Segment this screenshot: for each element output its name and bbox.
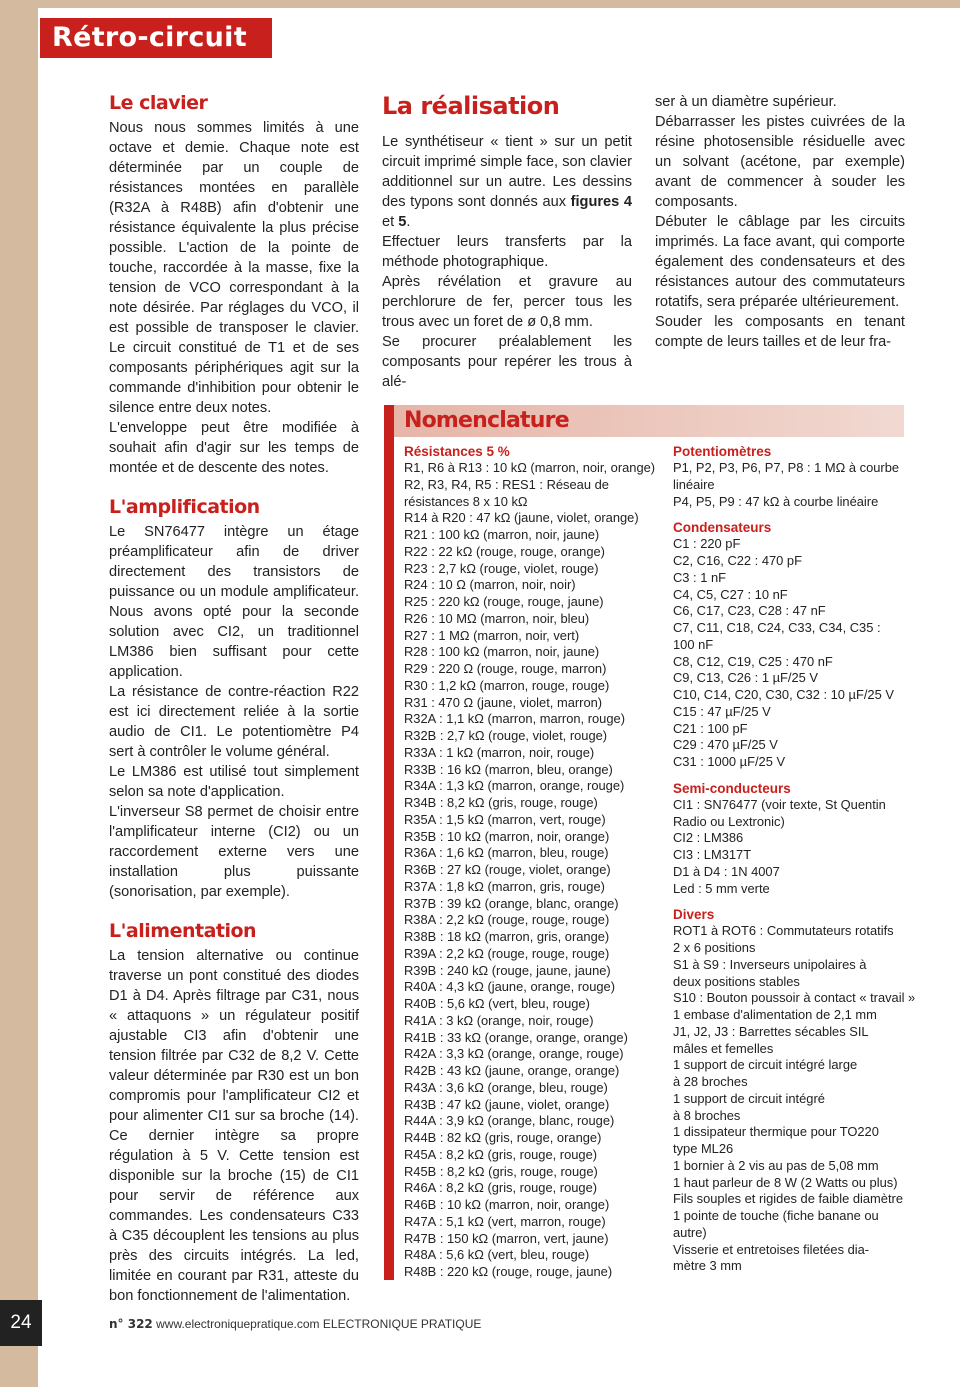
divers-item: ROT1 à ROT6 : Commutateurs rotatifs xyxy=(673,923,894,939)
resistance-item: R33B : 16 kΩ (marron, bleu, orange) xyxy=(404,761,613,777)
resistance-item: R40B : 5,6 kΩ (vert, bleu, rouge) xyxy=(404,996,590,1011)
potentiometres-heading: Potentiomètres xyxy=(673,444,772,459)
resistance-item: R44A : 3,9 kΩ (orange, blanc, rouge) xyxy=(404,1113,615,1129)
resistance-item: R39B : 240 kΩ (rouge, jaune, jaune) xyxy=(404,962,611,978)
semi-conducteurs-heading: Semi-conducteurs xyxy=(673,780,791,796)
resistance-item: R22 : 22 kΩ (rouge, rouge, orange) xyxy=(404,543,605,559)
amplification-paragraph-3: Le LM386 est utilisé tout simplement selon sa note d'application. xyxy=(109,764,359,800)
section-tag: Rétro-circuit xyxy=(40,18,272,58)
resistance-item: R36A : 1,6 kΩ (marron, bleu, rouge) xyxy=(404,845,609,861)
divers-item: 1 haut parleur de 8 W (2 Watts ou plus) xyxy=(673,1174,898,1190)
alimentation-paragraph: La tension alternative ou continue traverse un pont constitué des diodes D1 à D4. Après filtrage par C31, nous « attaquons » un régulateur positif ajustable CI3 afin d'obtenir une tension filtrée par C32 de 8,2 V. Cette valeur déterminée par R30 est un bon compromis pour l'amplificateur CI2 et pour alimenter CI1 sur sa broche (14). Ce dernier intègre sa propre régulation à 5 V. Cette tension est disponible sur la broche (15) de CI1 pour servir de référence aux commandes. Les condensateurs C33 à C35 découplent les tensions au plus près des circuits intégrés. La led, limitée en courant par R31, atteste du bon fonctionnement de l'alimentation. xyxy=(109,948,359,1304)
resistance-item: R38A : 2,2 kΩ (rouge, rouge, rouge) xyxy=(404,912,610,928)
divers-item: 1 pointe de touche (fiche banane ou xyxy=(673,1208,879,1223)
soldering-paragraph: Souder les composants en tenant compte de leurs tailles et de leur fra- xyxy=(655,314,905,350)
magazine-name: ELECTRONIQUE PRATIQUE xyxy=(322,1317,482,1331)
resistance-item: R43B : 47 kΩ (jaune, violet, orange) xyxy=(404,1096,610,1112)
divers-item: S1 à S9 : Inverseurs unipolaires à xyxy=(673,956,867,972)
realisation-paragraph-3: Après révélation et gravure au perchlorure de fer, percer tous les trous avec un foret de ø 0,8 mm. xyxy=(382,274,632,330)
wiring-paragraph: Débuter le câblage par les circuits imprimés. La face avant, qui comporte également des condensateurs et des résistances autour des commutateurs rotatifs, sera préparée ultérieurement. xyxy=(655,214,905,310)
resistance-item: R28 : 100 kΩ (marron, noir, jaune) xyxy=(404,644,600,660)
resistance-item: R35A : 1,5 kΩ (marron, vert, rouge) xyxy=(404,811,606,827)
nomenclature-column-right xyxy=(673,443,916,1275)
resistances-list xyxy=(404,460,660,1281)
resistance-item: R41A : 3 kΩ (orange, noir, rouge) xyxy=(404,1012,594,1028)
semi-conducteur-item: Radio ou Lextronic) xyxy=(673,813,785,829)
divers-item: 1 support de circuit intégré xyxy=(673,1090,825,1106)
nomenclature-box xyxy=(384,405,916,1285)
condensateurs-heading: Condensateurs xyxy=(673,520,772,536)
amplification-paragraph: Le SN76477 intègre un étage préamplificateur afin de driver directement des transistors de puissance ou un module amplificateur. Nous avons opté pour la seconde solution avec CI2, un traditionnel LM386 bien suffisant pour cette application. xyxy=(109,524,359,680)
footer-line xyxy=(109,1317,481,1331)
condensateur-item: C2, C16, C22 : 470 pF xyxy=(673,553,802,568)
alimentation-heading: L'alimentation xyxy=(109,920,257,942)
semi-conducteur-item: Led : 5 mm verte xyxy=(673,880,770,896)
potentiometre-item: P4, P5, P9 : 47 kΩ à courbe linéaire xyxy=(673,493,879,509)
condensateur-item: C7, C11, C18, C24, C33, C34, C35 : xyxy=(673,620,881,635)
clavier-paragraph: Nous nous sommes limités à une octave et demie. Chaque note est déterminée par un couple de résistances montées en parallèle (R32A à R48B) afin d'obtenir une résistance équivalente la plus précise possible. L'action de la pointe de touche, raccordée à la masse, fixe la tension de VCO correspondant à la note désirée. Par réglages du VCO, il est possible de transposer le clavier. Le circuit constitué de T1 et de ses composants périphériques agit sur la commande d'inhibition pour obtenir le silence entre deux notes. xyxy=(109,120,359,416)
resistance-item: R39A : 2,2 kΩ (rouge, rouge, rouge) xyxy=(404,945,610,961)
condensateur-item: C9, C13, C26 : 1 µF/25 V xyxy=(673,670,818,686)
resistance-item: R41B : 33 kΩ (orange, orange, orange) xyxy=(404,1029,628,1045)
semi-conducteur-item: D1 à D4 : 1N 4007 xyxy=(673,863,780,879)
divers-item: type ML26 xyxy=(673,1141,734,1156)
condensateur-item: C6, C17, C23, C28 : 47 nF xyxy=(673,603,826,619)
resistance-item: R34B : 8,2 kΩ (gris, rouge, rouge) xyxy=(404,795,598,810)
divers-item: deux positions stables xyxy=(673,973,800,989)
resistance-item: R40A : 4,3 kΩ (jaune, orange, rouge) xyxy=(404,979,616,995)
resistance-item: R44B : 82 kΩ (gris, rouge, orange) xyxy=(404,1130,602,1145)
divers-item: mâles et femelles xyxy=(673,1040,774,1056)
divers-item: à 28 broches xyxy=(673,1074,748,1089)
semi-conducteur-item: CI1 : SN76477 (voir texte, St Quentin xyxy=(673,796,886,812)
clavier-heading: Le clavier xyxy=(109,92,208,114)
semi-conducteurs-list xyxy=(673,797,905,898)
resistance-item: R37A : 1,8 kΩ (marron, gris, rouge) xyxy=(404,878,605,894)
resistance-item: R2, R3, R4, R5 : RES1 : Réseau de xyxy=(404,476,609,492)
footer-url[interactable]: www.electroniquepratique.com xyxy=(156,1317,320,1331)
cleaning-paragraph: Débarrasser les pistes cuivrées de la résine photosensible résiduelle avec un solvant (acétone, par exemple) avant de commencer à souder les composants. xyxy=(655,114,905,210)
page-side-strip xyxy=(0,0,38,1387)
divers-list xyxy=(673,923,916,1275)
amplification-paragraph-2: La résistance de contre-réaction R22 est ici directement reliée à la sortie audio de CI1. Le potentiomètre P4 sert à contrôler le volume général. xyxy=(109,684,359,760)
resistance-item: R32A : 1,1 kΩ (marron, marron, rouge) xyxy=(404,711,625,727)
resistance-item: R29 : 220 Ω (rouge, rouge, marron) xyxy=(404,661,607,676)
column-1 xyxy=(109,92,359,1306)
resistance-item: R46B : 10 kΩ (marron, noir, orange) xyxy=(404,1197,610,1212)
column-2 xyxy=(382,92,632,392)
resistance-item: R33A : 1 kΩ (marron, noir, rouge) xyxy=(404,744,595,760)
resistance-item: R48A : 5,6 kΩ (vert, bleu, rouge) xyxy=(404,1247,590,1263)
condensateur-item: C31 : 1000 µF/25 V xyxy=(673,754,786,769)
condensateur-item: C1 : 220 pF xyxy=(673,536,741,552)
divers-item: à 8 broches xyxy=(673,1107,741,1123)
divers-item: Visserie et entretoises filetées dia- xyxy=(673,1241,870,1257)
divers-heading: Divers xyxy=(673,907,715,923)
resistances-heading: Résistances 5 % xyxy=(404,444,510,459)
semi-conducteur-item: CI2 : LM386 xyxy=(673,830,744,846)
resistance-item: R46A : 8,2 kΩ (gris, rouge, rouge) xyxy=(404,1180,598,1196)
resistance-item: R43A : 3,6 kΩ (orange, bleu, rouge) xyxy=(404,1079,608,1095)
condensateur-item: C8, C12, C19, C25 : 470 nF xyxy=(673,653,833,669)
nomenclature-title: Nomenclature xyxy=(404,408,569,433)
resistance-item: R23 : 2,7 kΩ (rouge, violet, rouge) xyxy=(404,560,599,576)
resistance-item: R38B : 18 kΩ (marron, gris, orange) xyxy=(404,929,610,944)
issue-number: n° 322 xyxy=(109,1317,153,1331)
realisation-paragraph xyxy=(382,132,632,232)
amplification-paragraph-4: L'inverseur S8 permet de choisir entre l'amplificateur interne (CI2) ou un raccordement externe vers une installation plus puissante (sonorisation, par exemple). xyxy=(109,804,359,900)
divers-item: 1 dissipateur thermique pour TO220 xyxy=(673,1124,879,1140)
resistance-item: R21 : 100 kΩ (marron, noir, jaune) xyxy=(404,527,600,542)
potentiometre-item: linéaire xyxy=(673,476,715,492)
resistance-item: R42B : 43 kΩ (jaune, orange, orange) xyxy=(404,1063,620,1078)
condensateurs-list xyxy=(673,536,905,771)
realisation-text: Le synthétiseur « tient » sur un petit circuit imprimé simple face, son clavier additionnel sur un autre. Les dessins des typons sont donnés aux xyxy=(382,134,632,210)
divers-item: 2 x 6 positions xyxy=(673,940,756,955)
resistance-item: R26 : 10 MΩ (marron, noir, bleu) xyxy=(404,610,590,626)
resistance-item: R45A : 8,2 kΩ (gris, rouge, rouge) xyxy=(404,1146,598,1162)
condensateur-item: C10, C14, C20, C30, C32 : 10 µF/25 V xyxy=(673,687,894,702)
resistance-item: résistances 8 x 10 kΩ xyxy=(404,493,528,509)
resistance-item: R31 : 470 Ω (jaune, violet, marron) xyxy=(404,694,603,710)
divers-item: 1 embase d'alimentation de 2,1 mm xyxy=(673,1007,877,1022)
condensateur-item: C3 : 1 nF xyxy=(673,569,727,585)
resistance-item: R25 : 220 kΩ (rouge, rouge, jaune) xyxy=(404,594,604,609)
nomenclature-column-left xyxy=(404,443,660,1281)
nomenclature-title-bar xyxy=(394,405,904,437)
resistance-item: R37B : 39 kΩ (orange, blanc, orange) xyxy=(404,895,619,911)
amplification-heading: L'amplification xyxy=(109,496,260,518)
potentiometres-list xyxy=(673,460,905,510)
potentiometre-item: P1, P2, P3, P6, P7, P8 : 1 MΩ à courbe xyxy=(673,460,900,475)
resistance-item: R48B : 220 kΩ (rouge, rouge, jaune) xyxy=(404,1264,613,1279)
condensateur-item: C29 : 470 µF/25 V xyxy=(673,737,778,753)
realisation-heading: La réalisation xyxy=(382,92,560,120)
page-top-band xyxy=(38,0,960,8)
resistance-item: R1, R6 à R13 : 10 kΩ (marron, noir, orange) xyxy=(404,460,656,475)
resistance-item: R34A : 1,3 kΩ (marron, orange, rouge) xyxy=(404,778,625,794)
resistance-item: R42A : 3,3 kΩ (orange, orange, rouge) xyxy=(404,1046,624,1062)
figure-ref-2: 5 xyxy=(398,214,407,230)
divers-item: J1, J2, J3 : Barrettes sécables SIL xyxy=(673,1023,869,1039)
realisation-connector: et xyxy=(382,214,399,230)
condensateur-item: 100 nF xyxy=(673,636,714,652)
resistance-item: R36B : 27 kΩ (rouge, violet, orange) xyxy=(404,862,611,877)
resistance-item: R35B : 10 kΩ (marron, noir, orange) xyxy=(404,828,610,844)
resistance-item: R14 à R20 : 47 kΩ (jaune, violet, orange) xyxy=(404,510,639,526)
divers-item: autre) xyxy=(673,1224,707,1240)
clavier-paragraph-2: L'enveloppe peut être modifiée à souhait afin d'agir sur les temps de montée et de descente des notes. xyxy=(109,420,359,476)
resistance-item: R45B : 8,2 kΩ (gris, rouge, rouge) xyxy=(404,1163,598,1179)
divers-item: 1 support de circuit intégré large xyxy=(673,1057,858,1073)
realisation-paragraph-4: Se procurer préalablement les composants pour repérer les trous à alé- xyxy=(382,334,632,390)
condensateur-item: C4, C5, C27 : 10 nF xyxy=(673,586,788,602)
condensateur-item: C21 : 100 pF xyxy=(673,720,748,736)
condensateur-item: C15 : 47 µF/25 V xyxy=(673,703,771,719)
divers-item: mètre 3 mm xyxy=(673,1258,742,1274)
realisation-period: . xyxy=(406,214,411,230)
divers-item: S10 : Bouton poussoir à contact « travail » xyxy=(673,990,916,1006)
semi-conducteur-item: CI3 : LM317T xyxy=(673,847,752,862)
resistance-item: R30 : 1,2 kΩ (marron, rouge, rouge) xyxy=(404,677,610,693)
figure-ref: figures 4 xyxy=(570,194,632,210)
resistance-item: R32B : 2,7 kΩ (rouge, violet, rouge) xyxy=(404,728,608,743)
nomenclature-accent-bar xyxy=(384,405,394,1280)
divers-item: Fils souples et rigides de faible diamètre xyxy=(673,1191,903,1207)
continuation-paragraph: ser à un diamètre supérieur. xyxy=(655,94,837,110)
resistance-item: R27 : 1 MΩ (marron, noir, vert) xyxy=(404,627,580,643)
realisation-paragraph-2: Effectuer leurs transferts par la méthode photographique. xyxy=(382,234,632,270)
resistance-item: R47A : 5,1 kΩ (vert, marron, rouge) xyxy=(404,1213,606,1229)
page-number: 24 xyxy=(0,1300,42,1346)
resistance-item: R47B : 150 kΩ (marron, vert, jaune) xyxy=(404,1230,609,1246)
column-3 xyxy=(655,92,905,352)
resistance-item: R24 : 10 Ω (marron, noir, noir) xyxy=(404,577,576,593)
divers-item: 1 bornier à 2 vis au pas de 5,08 mm xyxy=(673,1157,879,1173)
